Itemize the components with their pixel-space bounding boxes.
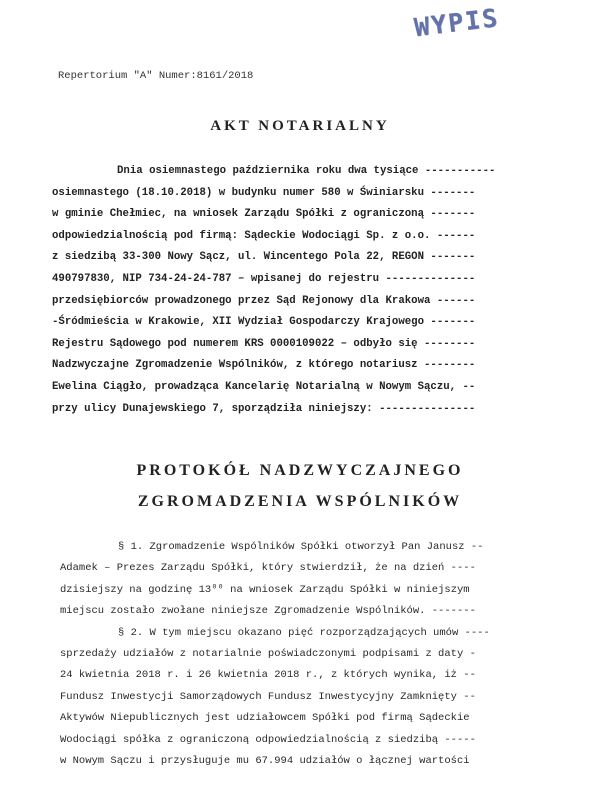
body-line: Adamek – Prezes Zarządu Spółki, który stwierdził, że na dzień ----	[60, 562, 476, 575]
body-line: Fundusz Inwestycji Samorządowych Fundusz Inwestycyjny Zamknięty --	[60, 690, 476, 703]
protocol-heading-line: ZGROMADZENIA WSPÓLNIKÓW	[137, 493, 463, 510]
body-line: sprzedaży udziałów z notarialnie poświadczonymi podpisami z daty -	[60, 647, 476, 660]
intro-line: przy ulicy Dunajewskiego 7, sporządziła niniejszy: ---------------	[52, 402, 476, 415]
body-line: w Nowym Sączu i przysługuje mu 67.994 udziałów o łącznej wartości	[60, 754, 470, 767]
body-line: § 1. Zgromadzenie Wspólników Spółki otworzył Pan Janusz --	[118, 541, 484, 553]
intro-line: odpowiedzialnością pod firmą: Sądeckie Wodociągi Sp. z o.o. ------	[52, 229, 476, 242]
body-line: Aktywów Niepublicznych jest udziałowcem Spółki pod firmą Sądeckie	[60, 712, 470, 725]
body-line: dzisiejszy na godzinę 13⁰⁰ na wniosek Zarządu Spółki w niniejszym	[60, 583, 470, 596]
body-line: Wodociągi spółka z ograniczoną odpowiedzialnością z siedzibą -----	[60, 733, 476, 746]
wypis-stamp: WYPIS	[412, 2, 501, 43]
intro-line: -Śródmieścia w Krakowie, XII Wydział Gospodarczy Krajowego -------	[52, 316, 476, 329]
intro-line: Ewelina Ciągło, prowadząca Kancelarię Notarialną w Nowym Sączu, --	[52, 380, 476, 393]
intro-line: Nadzwyczajne Zgromadzenie Wspólników, z którego notariusz --------	[52, 359, 476, 372]
body-line: 24 kwietnia 2018 r. i 26 kwietnia 2018 r., z których wynika, iż --	[60, 669, 476, 682]
intro-paragraph	[52, 161, 576, 420]
intro-line: z siedzibą 33-300 Nowy Sącz, ul. Wincentego Pola 22, REGON -------	[52, 251, 476, 264]
document-title: AKT NOTARIALNY	[210, 118, 390, 134]
protocol-body	[60, 537, 580, 772]
protocol-heading	[0, 455, 600, 517]
intro-line: Rejestru Sądowego pod numerem KRS 0000109022 – odbyło się --------	[52, 337, 476, 350]
intro-line: Dnia osiemnastego października roku dwa tysiące -----------	[117, 165, 496, 177]
intro-line: osiemnastego (18.10.2018) w budynku numer 580 w Świniarsku -------	[52, 186, 476, 199]
protocol-heading-line: PROTOKÓŁ NADZWYCZAJNEGO	[136, 462, 464, 479]
intro-line: przedsiębiorców prowadzonego przez Sąd Rejonowy dla Krakowa ------	[52, 294, 476, 307]
intro-line: w gminie Chełmiec, na wniosek Zarządu Spółki z ograniczoną -------	[52, 208, 476, 221]
body-line: § 2. W tym miejscu okazano pięć rozporządzających umów ----	[118, 626, 490, 639]
body-line: miejscu zostało zwołane niniejsze Zgromadzenie Wspólników. -------	[60, 605, 476, 618]
repertorium-number: Repertorium "A" Numer:8161/2018	[58, 70, 254, 82]
intro-line: 490797830, NIP 734-24-24-787 – wpisanej do rejestru --------------	[52, 272, 476, 285]
